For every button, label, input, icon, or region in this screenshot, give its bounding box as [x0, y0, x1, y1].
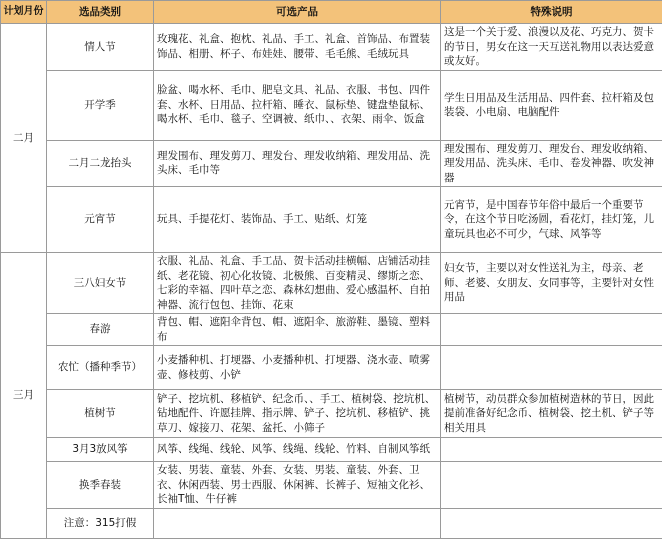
category-cell: 注意：315打假: [47, 508, 154, 538]
products-cell: 理发围布、理发剪刀、理发台、理发收纳箱、理发用品、洗头床、毛巾等: [154, 140, 441, 187]
category-cell: 二月二龙抬头: [47, 140, 154, 187]
note-cell: 这是一个关于爱、浪漫以及花、巧克力、贺卡的节日，男女在这一天互送礼物用以表达爱意或友好。: [441, 24, 662, 71]
category-cell: 春游: [47, 314, 154, 346]
products-cell: 玩具、手提花灯、装饰品、手工、贴纸、灯笼: [154, 187, 441, 253]
note-cell: [441, 462, 662, 509]
note-cell: [441, 438, 662, 462]
table-row: [1, 70, 662, 140]
table-row: [1, 390, 662, 438]
month-cell-feb: 二月: [1, 24, 47, 253]
products-cell: [154, 508, 441, 538]
products-cell: 脸盆、喝水杯、毛巾、肥皂文具、礼品、衣服、书包、四件套、水杯、日用品、拉杆箱、睡衣、鼠标垫、键盘垫鼠标、喝水杯、毛巾、毯子、空调被、纸巾、、衣架、雨伞、饭盒: [154, 70, 441, 140]
products-cell: 衣服、礼品、礼盒、手工品、贺卡活动挂横幅、店铺活动挂纸、老花镜、初心化妆镜、北极熊、百变精灵、缪斯之恋、七彩的幸福、四叶草之恋、森林幻想曲、爱心感温杯、自拍神器、流行包包、挂饰、花束: [154, 253, 441, 314]
table-row: [1, 24, 662, 71]
note-cell: 元宵节，是中国春节年俗中最后一个重要节令，在这个节日吃汤圆，看花灯，挂灯笼，儿童玩具也必不可少，气球、风筝等: [441, 187, 662, 253]
month-cell-mar: 三月: [1, 253, 47, 539]
table-row: [1, 438, 662, 462]
category-cell: 3月3放风筝: [47, 438, 154, 462]
products-cell: 背包、帽、遮阳伞背包、帽、遮阳伞、旅游鞋、墨镜、塑料布: [154, 314, 441, 346]
category-cell: 换季春装: [47, 462, 154, 509]
note-cell: 理发围布、理发剪刀、理发台、理发收纳箱、理发用品、洗头床、毛巾、卷发神器、吹发神器: [441, 140, 662, 187]
products-cell: 女装、男装、童装、外套、女装、男装、童装、外套、卫衣、休闲西装、男士西服、休闲裤、长裤子、短袖文化衫、长袖T恤、牛仔裤: [154, 462, 441, 509]
category-cell: 元宵节: [47, 187, 154, 253]
category-cell: 情人节: [47, 24, 154, 71]
category-cell: 三八妇女节: [47, 253, 154, 314]
products-cell: 风筝、线绳、线轮、风筝、线绳、线轮、竹料、自制风筝纸: [154, 438, 441, 462]
table-row: [1, 253, 662, 314]
header-category: 选品类别: [47, 1, 154, 24]
category-cell: 植树节: [47, 390, 154, 438]
table-row: [1, 187, 662, 253]
header-row: [1, 1, 662, 24]
note-cell: [441, 346, 662, 390]
table-row: [1, 314, 662, 346]
header-notes: 特殊说明: [441, 1, 662, 24]
category-cell: 开学季: [47, 70, 154, 140]
header-products: 可选产品: [154, 1, 441, 24]
note-cell: 妇女节，主要以对女性送礼为主，母亲、老师、老婆、女朋友、女同事等，主要针对女性用品: [441, 253, 662, 314]
products-cell: 玫瑰花、礼盒、抱枕、礼品、手工、礼盒、首饰品、布置装饰品、相册、杯子、布娃娃、腰带、毛毛熊、毛绒玩具: [154, 24, 441, 71]
table-row: [1, 346, 662, 390]
note-cell: [441, 314, 662, 346]
table-row: [1, 140, 662, 187]
note-cell: 植树节，动员群众参加植树造林的节日，因此提前准备好纪念币、植树袋、挖土机、铲子等相关用具: [441, 390, 662, 438]
table-row: [1, 508, 662, 538]
category-cell: 农忙（播种季节）: [47, 346, 154, 390]
header-month: 计划月份: [1, 1, 47, 24]
products-cell: 小麦播种机、打埂器、小麦播种机、打埂器、浇水壶、喷雾壶、修枝剪、小铲: [154, 346, 441, 390]
table-row: [1, 462, 662, 509]
products-cell: 铲子、挖坑机、移植铲、纪念币、、手工、植树袋、挖坑机、钻地配件、许愿挂牌、指示牌、铲子、挖坑机、移植铲、挑草刀、嫁接刀、花架、盆托、小筛子: [154, 390, 441, 438]
note-cell: 学生日用品及生活用品、四件套、拉杆箱及包装袋、小电扇、电脑配件: [441, 70, 662, 140]
note-cell: [441, 508, 662, 538]
